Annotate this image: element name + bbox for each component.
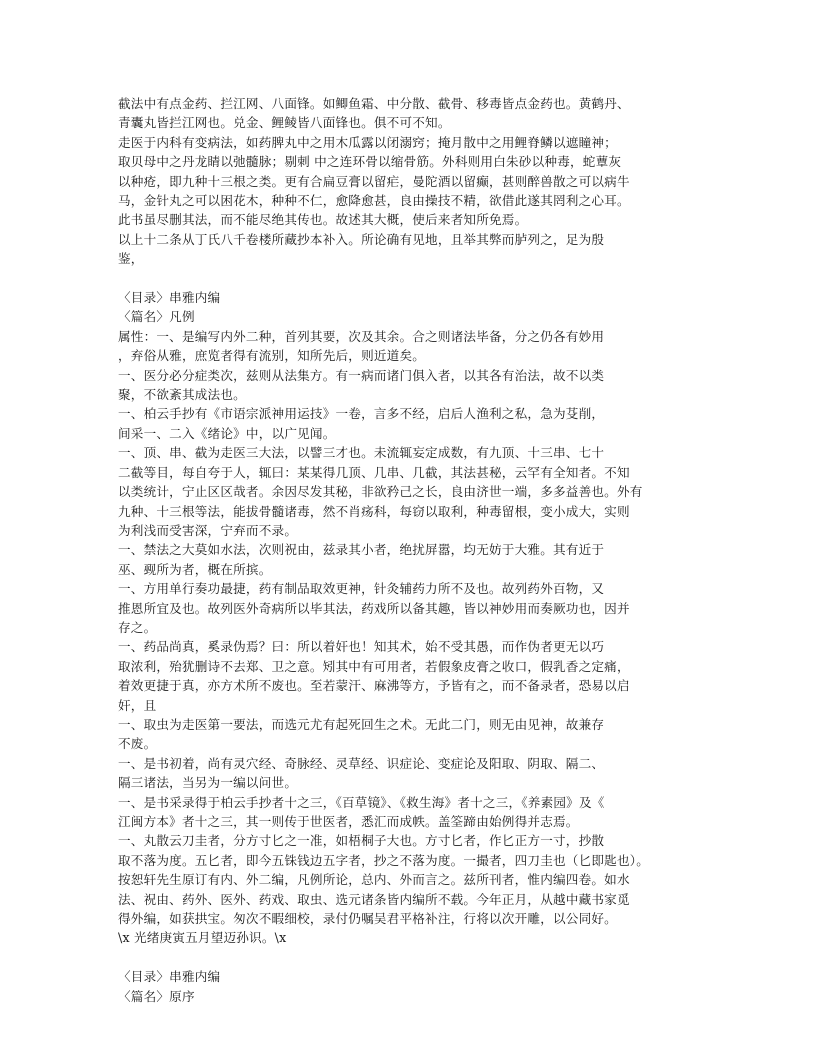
text-line: 一、药品尚真，奚录伪焉？曰：所以着奸也！知其术，始不受其愚，而作伪者更无以巧 (118, 639, 605, 655)
text-line: 以种疮，即九种十三根之类。更有合扁豆膏以留疟，曼陀酒以留癫，甚则醉兽散之可以病牛 (118, 173, 630, 189)
text-line: 九种、十三根等法，能拔骨髓诸毒，然不肖疡科，每窃以取利，种毒留根，变小成大，实则 (118, 503, 630, 519)
text-line: 鉴， (118, 251, 144, 267)
text-line: 一、顶、串、截为走医三大法，以譬三才也。未流辄妄定成数，有九顶、十三串、七十 (118, 445, 605, 461)
text-line: 一、丸散云刀圭者，分方寸匕之一准，如梧桐子大也。方寸匕者，作匕正方一寸，抄散 (118, 833, 605, 849)
text-line: 巫、觋所为者，概在所摈。 (118, 561, 272, 577)
text-line: 为利浅而受害深，宁弃而不录。 (118, 522, 298, 538)
text-line: 一、是书采录得于柏云手抄者十之三，《百草镜》、《救生海》者十之三，《养素园》及《 (118, 794, 605, 810)
text-line: 一、医分必分症类次，兹则从法集方。有一病而诸门俱入者，以其各有治法，故不以类 (118, 367, 605, 383)
text-line: 隔三诸法，当另为一编以问世。 (118, 775, 298, 791)
text-line: 按恕轩先生原订有内、外二编，凡例所论，总内、外而言之。兹所刊者，惟内编四卷。如水 (118, 872, 630, 888)
text-line: 属性：一、是编写内外二种，首列其要，次及其余。合之则诸法毕备，分之仍各有妙用 (118, 328, 605, 344)
text-line: 间采一、二入《绪论》中，以广见闻。 (118, 425, 336, 441)
text-line: 马，金针丸之可以困花木，种种不仁，愈降愈甚，良由操技不精，欲借此遂其罔利之心耳。 (118, 193, 630, 209)
text-line: 法、祝由、药外、医外、药戏、取虫、选元诸条皆内编所不载。今年正月，从越中藏书家觅 (118, 891, 630, 907)
text-line: 青囊丸皆拦江网也。兑金、鲤鲮皆八面锋也。俱不可不知。 (118, 115, 451, 131)
text-line: 走医于内科有变病法，如药脾丸中之用木瓜露以闭溺窍；掩月散中之用鲤脊鳞以遮瞳神； (118, 134, 617, 150)
text-line: 不废。 (118, 736, 157, 752)
text-line: 取贝母中之丹龙睛以弛髓脉；剔刺 中之连环骨以缩骨筋。外科则用白朱砂以种毒，蛇蕈灰 (118, 154, 622, 170)
catalog-heading: 〈目录〉串雅内编 (118, 969, 221, 985)
text-line: 以类统计，宁止区区哉者。余因尽发其秘，非欲矜己之长，良由济世一端，多多益善也。外有 (118, 484, 643, 500)
text-line: 推恩所宜及也。故列医外奇病所以毕其法，药戏所以备其趣，皆以神妙用而奏厥功也，因并 (118, 600, 630, 616)
text-line: 以上十二条从丁氏八千卷楼所藏抄本补入。所论确有见地，且举其弊而胪列之，足为殷 (118, 231, 605, 247)
text-line: 江闽方本》者十之三，其一则传于世医者，悉汇而成帙。盖筌蹄由始例得并志焉。 (118, 814, 579, 830)
section-heading: 〈篇名〉原序 (118, 988, 195, 1004)
text-line: 取不落为度。五匕者，即今五铢钱边五字者，抄之不落为度。一撮者，四刀圭也（匕即匙也）。 (118, 852, 650, 868)
text-line: 取浓利，殆犹删诗不去郑、卫之意。矧其中有可用者，若假象皮膏之收口，假乳香之定痛， (118, 658, 630, 674)
text-line: 二截等目，每自夸于人，辄曰：某某得几顶、几串、几截，其法甚秘，云罕有全知者。不知 (118, 464, 630, 480)
blank-line (118, 948, 710, 967)
document-page (118, 94, 710, 1006)
text-line: 截法中有点金药、拦江网、八面锋。如鲫鱼霜、中分散、截骨、移毒皆点金药也。黄鹤丹、 (118, 96, 630, 111)
text-line: ，弃俗从雅，庶览者得有流别，知所先后，则近道矣。 (118, 348, 426, 364)
signature-line: \x 光绪庚寅五月望迈孙识。\x (118, 930, 287, 946)
blank-line (118, 269, 710, 288)
text-line: 一、柏云手抄有《市语宗派神用运技》一卷，言多不经，启后人渔利之私，急为芟削， (118, 406, 605, 422)
text-line: 一、禁法之大莫如水法，次则祝由，兹录其小者，绝扰屏嚣，均无妨于大雅。其有近于 (118, 542, 605, 558)
text-line: 一、取虫为走医第一要法，而选元尤有起死回生之术。无此二门，则无由见神，故兼存 (118, 716, 605, 732)
text-line: 存之。 (118, 619, 157, 635)
text-line: 一、方用单行奏功最捷，药有制品取效更神，针灸辅药力所不及也。故列药外百物，又 (118, 581, 605, 597)
text-line: 得外编，如获拱宝。匆次不暇细校，录付仍嘱吴君平格补注，行将以次开雕，以公同好。 (118, 911, 617, 927)
text-line: 聚，不欲紊其成法也。 (118, 387, 246, 403)
text-line: 一、是书初着，尚有灵穴经、奇脉经、灵草经、识症论、变症论及阳取、阴取、隔二、 (118, 755, 605, 771)
text-line: 奸，且 (118, 697, 157, 713)
text-line: 此书虽尽删其法，而不能尽绝其传也。故述其大概，使后来者知所免焉。 (118, 212, 528, 228)
section-heading: 〈篇名〉凡例 (118, 309, 195, 325)
catalog-heading: 〈目录〉串雅内编 (118, 290, 221, 306)
text-line: 着效更捷于真，亦方术所不废也。至若蒙汗、麻沸等方，予皆有之，而不备录者，恐易以启 (118, 678, 630, 694)
